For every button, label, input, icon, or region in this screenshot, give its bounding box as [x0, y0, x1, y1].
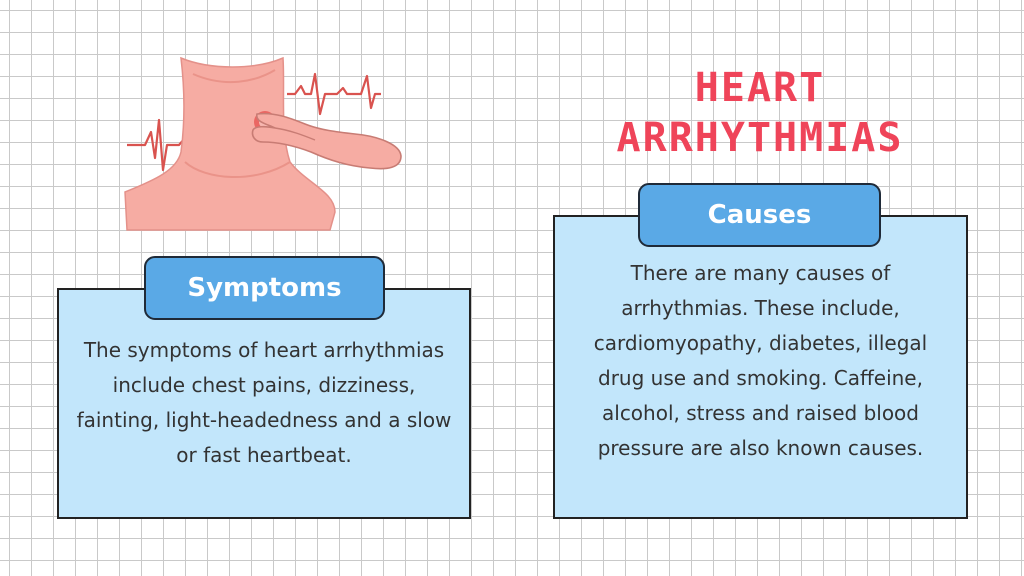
symptoms-card: [57, 288, 471, 519]
ecg-line-right-icon: [287, 74, 381, 114]
causes-body: There are many causes of arrhythmias. These include, cardiomyopathy, diabetes, illegal drug use and smoking. Caffeine, alcohol, stress and raised blood pressure are also known causes.: [593, 261, 928, 460]
causes-card: [553, 215, 968, 519]
page-title-line2: ARRHYTHMIAS: [616, 115, 904, 161]
page-title-line1: HEART: [694, 65, 826, 111]
causes-heading: Causes: [638, 183, 881, 247]
symptoms-body: The symptoms of heart arrhythmias include chest pains, dizziness, fainting, light-headedness and a slow or fast heartbeat.: [76, 338, 452, 467]
neck-pulse-check-icon: [115, 52, 415, 242]
symptoms-heading: Symptoms: [144, 256, 385, 320]
